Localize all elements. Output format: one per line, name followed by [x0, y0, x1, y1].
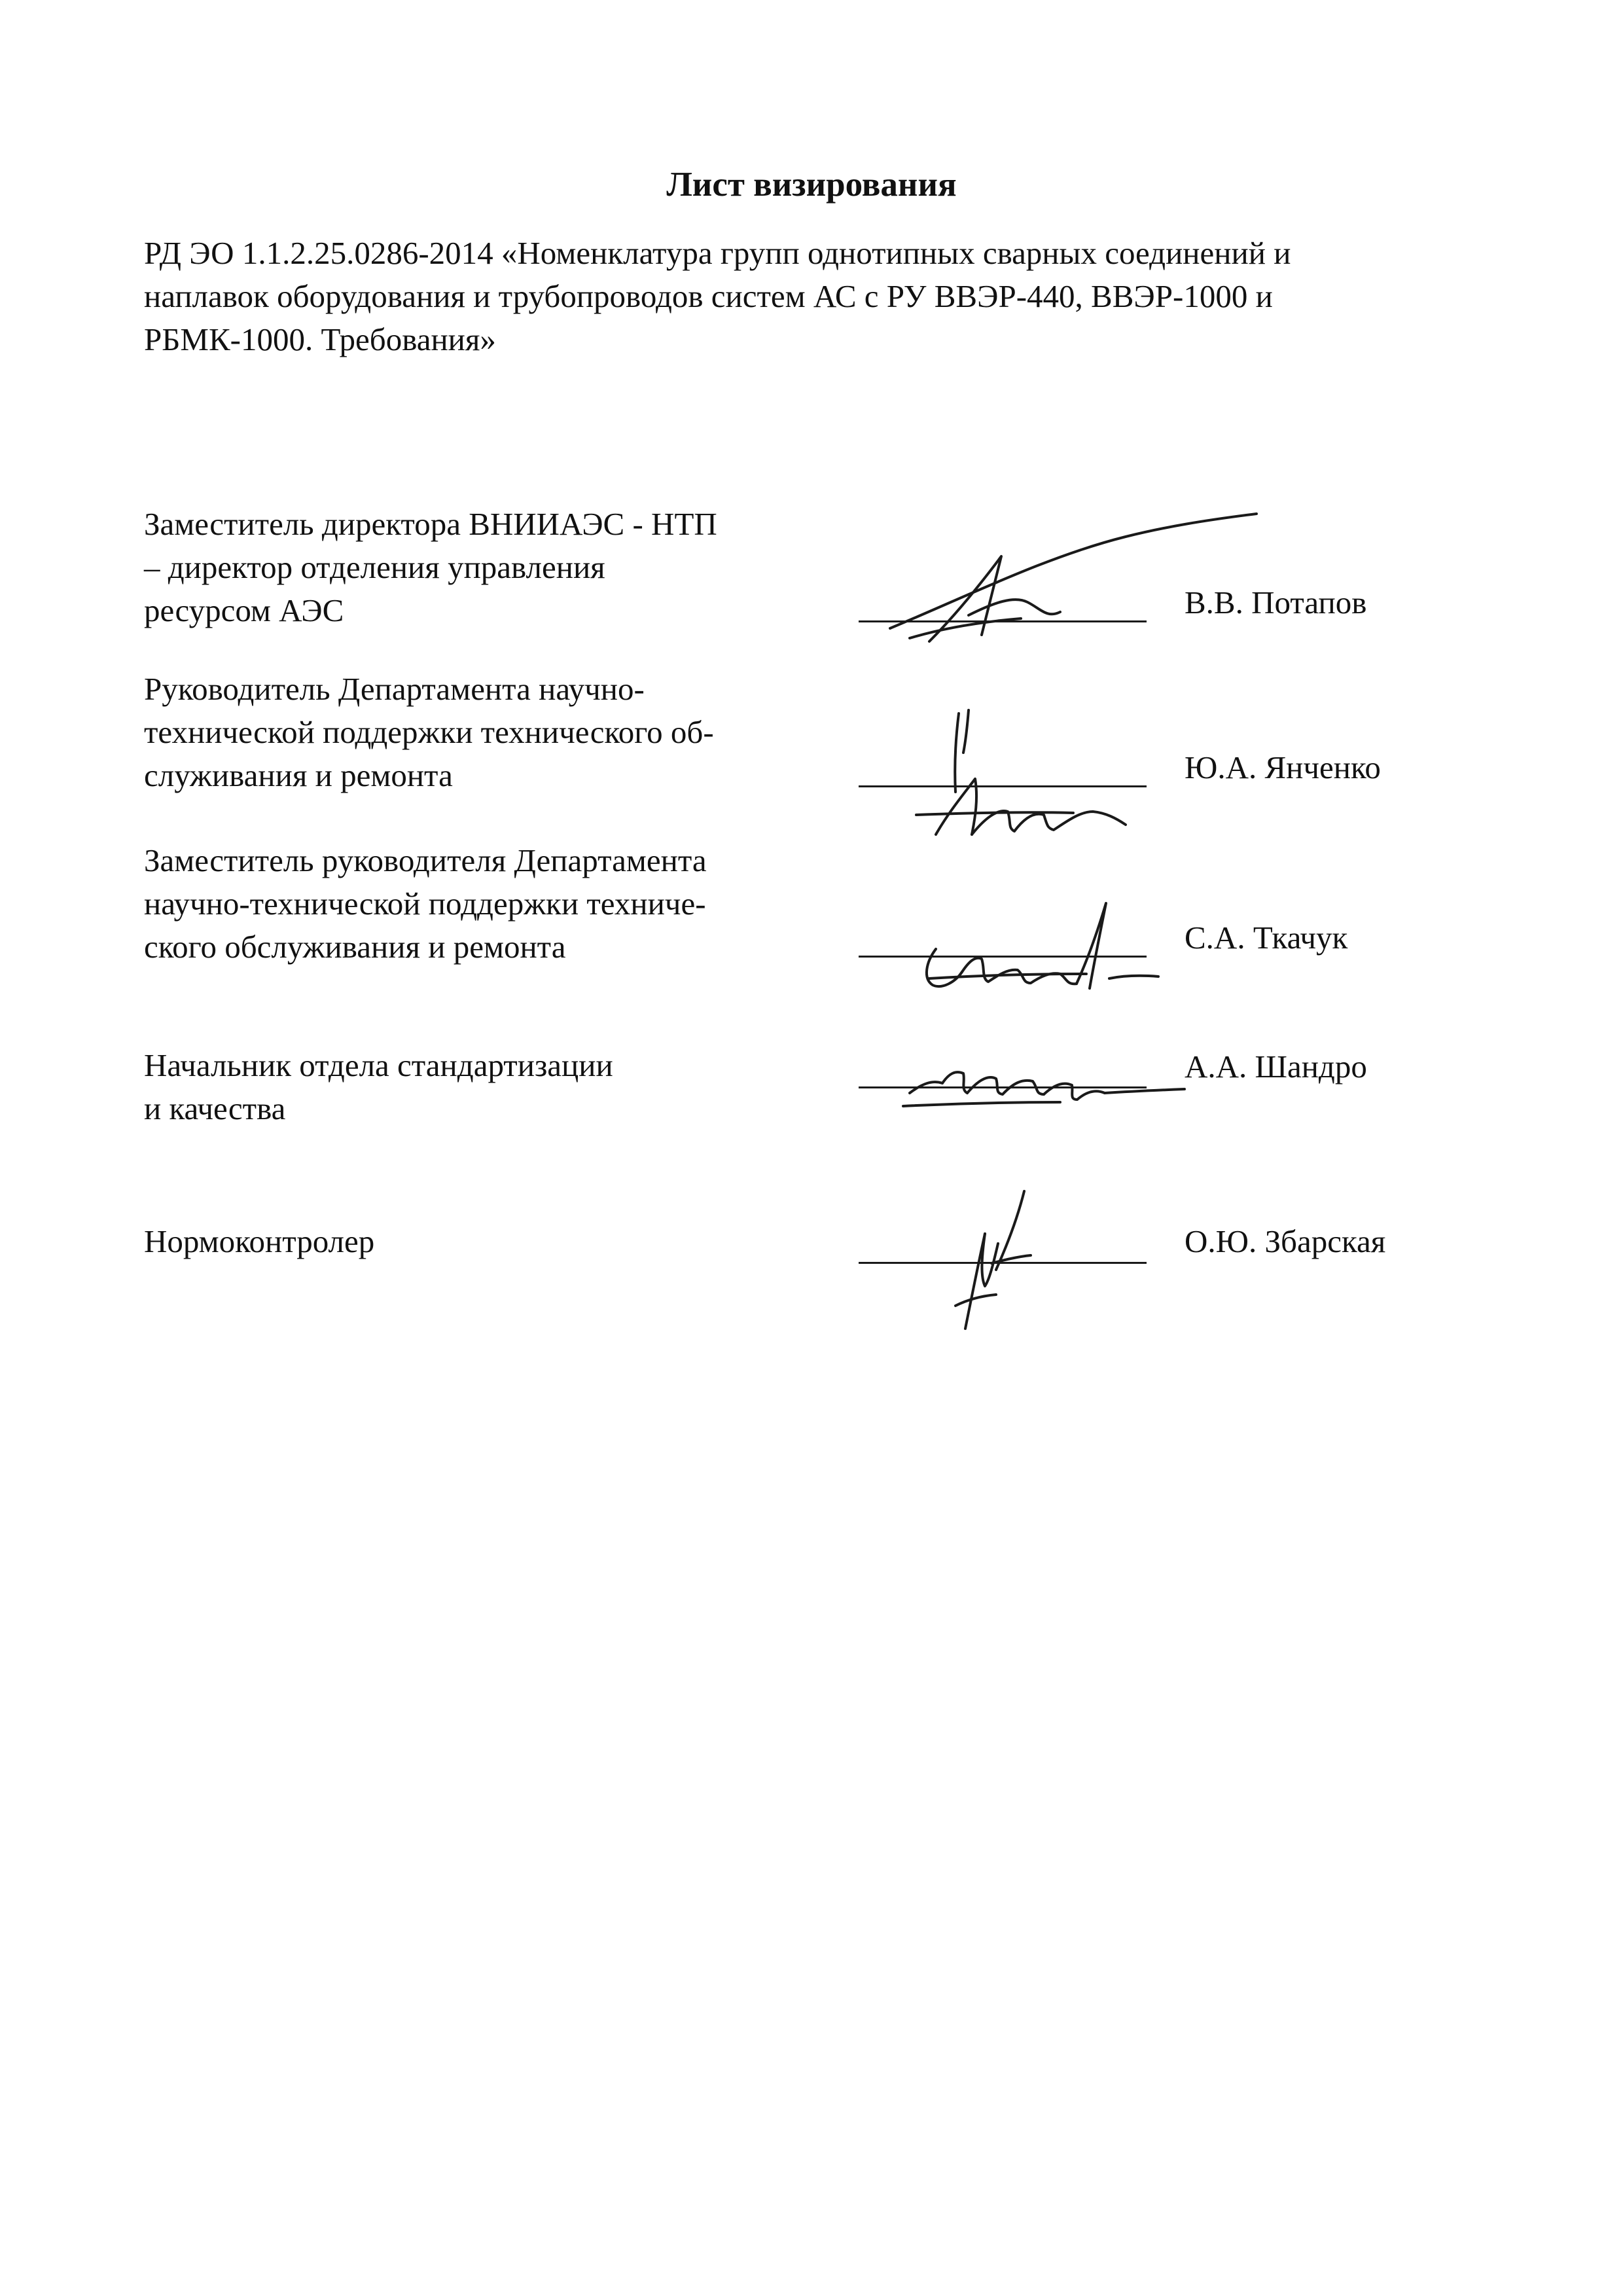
approver-name: Ю.А. Янченко: [1185, 749, 1381, 785]
handwritten-signature-icon: [851, 1008, 1270, 1178]
signature-line: [859, 956, 1147, 958]
signature-line: [859, 785, 1147, 787]
position-line: Заместитель директора ВНИИАЭС - НТП: [144, 506, 717, 542]
position-line: Руководитель Департамента научно-: [144, 671, 645, 707]
signature-line: [859, 1086, 1147, 1088]
approver-position: [144, 1044, 851, 1130]
approver-name: О.Ю. Збарская: [1185, 1223, 1386, 1259]
signature-line: [859, 1262, 1147, 1264]
subject-line: РД ЭО 1.1.2.25.0286-2014 «Номенклатура групп однотипных сварных соединений и: [144, 235, 1291, 271]
position-line: ресурсом АЭС: [144, 592, 344, 628]
approver-position: [144, 1220, 851, 1263]
approver-position: [144, 668, 851, 797]
approver-position: [144, 503, 851, 632]
approver-name: В.В. Потапов: [1185, 584, 1367, 620]
approver-name: С.А. Ткачук: [1185, 920, 1348, 956]
document-subject: [144, 232, 1505, 361]
position-line: Заместитель руководителя Департамента: [144, 842, 707, 878]
position-line: научно-технической поддержки техниче-: [144, 886, 706, 922]
approver-position: [144, 839, 851, 969]
position-line: Нормоконтролер: [144, 1223, 375, 1259]
position-line: Начальник отдела стандартизации: [144, 1047, 613, 1083]
position-line: и качества: [144, 1090, 286, 1126]
subject-line: наплавок оборудования и трубопроводов систем АС с РУ ВВЭР-440, ВВЭР-1000 и: [144, 278, 1273, 314]
position-line: служивания и ремонта: [144, 757, 453, 793]
position-line: ского обслуживания и ремонта: [144, 929, 566, 965]
approver-name: А.А. Шандро: [1185, 1049, 1367, 1085]
page-title: Лист визирования: [666, 166, 957, 204]
subject-line: РБМК-1000. Требования»: [144, 321, 496, 357]
position-line: – директор отделения управления: [144, 549, 605, 585]
signature-line: [859, 620, 1147, 622]
position-line: технической поддержки технического об-: [144, 714, 714, 750]
